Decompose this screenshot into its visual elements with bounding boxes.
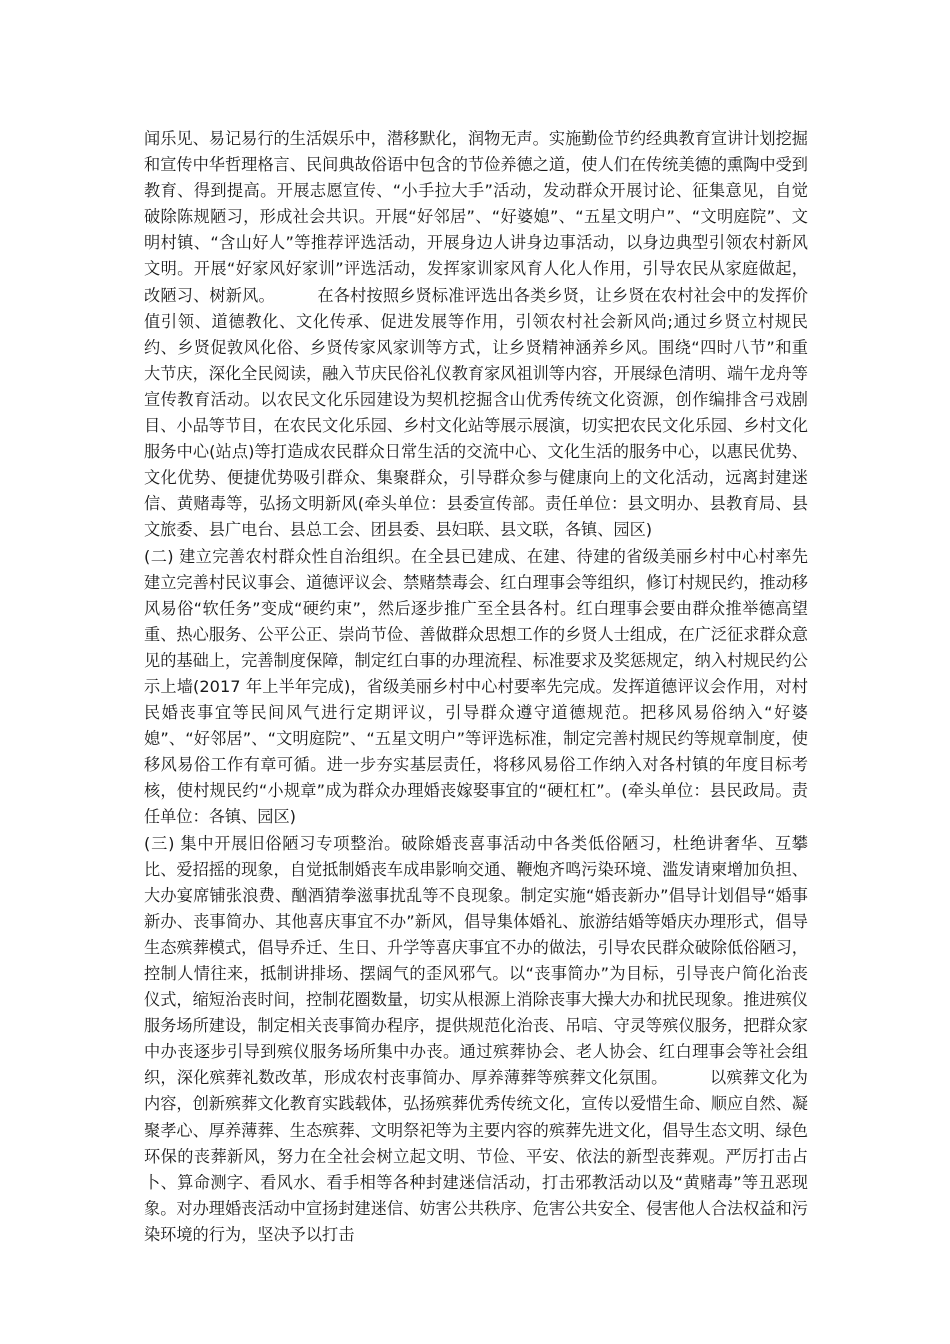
body-paragraph-1: 闻乐见、易记易行的生活娱乐中，潜移默化，润物无声。实施勤俭节约经典教育宣讲计划挖掘和宣传中华哲理格言、民间典故俗语中包含的节俭养德之道，使人们在传统美德的熏陶中受到教育、得到提高。开展志愿宣传、“小手拉大手”活动，发动群众开展讨论、征集意见，自觉破除陈规陋习，形成社会共识。开展“好邻居”、“好婆媳”、“五星文明户”、“文明庭院”、文明村镇、“含山好人”等推荐评选活动，开展身边人讲身边事活动，以身边典型引领农村新风文明。开展“好家风好家训”评选活动，发挥家训家风育人化人作用，引导农民从家庭做起，改陋习、树新风。 在各村按照乡贤标准评选出各类乡贤，让乡贤在农村社会中的发挥价值引领、道德教化、文化传承、促进发展等作用，引领农村社会新风尚;通过乡贤立村规民约、乡贤促敦风化俗、乡贤传家风家训等方式，让乡贤精神涵养乡风。围绕“四时八节”和重大节庆，深化全民阅读，融入节庆民俗礼仪教育家风祖训等内容，开展绿色清明、端午龙舟等宣传教育活动。以农民文化乐园建设为契机挖掘含山优秀传统文化资源，创作编排含弓戏剧目、小品等节目，在农民文化乐园、乡村文化站等展示展演，切实把农民文化乐园、乡村文化服务中心(站点)等打造成农民群众日常生活的交流中心、文化生活的服务中心，以惠民优势、文化优势、便捷优势吸引群众、集聚群众，引导群众参与健康向上的文化活动，远离封建迷信、黄赌毒等，弘扬文明新风(牵头单位：县委宣传部。责任单位：县文明办、县教育局、县文旅委、县广电台、县总工会、团县委、县妇联、县文联，各镇、园区) — [144, 129, 808, 540]
body-paragraph-3: (三) 集中开展旧俗陋习专项整治。破除婚丧喜事活动中各类低俗陋习，杜绝讲奢华、互攀比、爱招摇的现象，自觉抵制婚丧车成串影响交通、鞭炮齐鸣污染环境、滥发请柬增加负担、大办宴席铺张浪费、酗酒猜拳滋事扰乱等不良现象。制定实施“婚丧新办”倡导计划倡导“婚事新办、丧事简办、其他喜庆事宜不办”新风，倡导集体婚礼、旅游结婚等婚庆办理形式，倡导生态殡葬模式，倡导乔迁、生日、升学等喜庆事宜不办的做法，引导农民群众破除低俗陋习，控制人情往来，抵制讲排场、摆阔气的歪风邪气。以“丧事简办”为目标，引导丧户简化治丧仪式，缩短治丧时间，控制花圈数量，切实从根源上消除丧事大操大办和扰民现象。推进殡仪服务场所建设，制定相关丧事简办程序，提供规范化治丧、吊唁、守灵等殡仪服务，把群众家中办丧逐步引导到殡仪服务场所集中办丧。通过殡葬协会、老人协会、红白理事会等社会组织，深化殡葬礼数改革，形成农村丧事简办、厚养薄葬等殡葬文化氛围。 以殡葬文化为内容，创新殡葬文化教育实践载体，弘扬殡葬优秀传统文化，宣传以爱惜生命、顺应自然、凝聚孝心、厚养薄葬、生态殡葬、文明祭祀等为主要内容的殡葬先进文化，倡导生态文明、绿色环保的丧葬新风，努力在全社会树立起文明、节俭、平安、依法的新型丧葬观。严厉打击占卜、算命测字、看风水、看手相等各种封建迷信活动，打击邪教活动以及“黄赌毒”等丑恶现象。对办理婚丧活动中宣扬封建迷信、妨害公共秩序、危害公共安全、侵害他人合法权益和污染环境的行为，坚决予以打击 — [144, 833, 808, 1244]
document-body — [144, 126, 808, 1248]
body-paragraph-2: (二) 建立完善农村群众性自治组织。在全县已建成、在建、待建的省级美丽乡村中心村率先建立完善村民议事会、道德评议会、禁赌禁毒会、红白理事会等组织，修订村规民约，推动移风易俗“软任务”变成“硬约束”，然后逐步推广至全县各村。红白理事会要由群众推举德高望重、热心服务、公平公正、崇尚节俭、善做群众思想工作的乡贤人士组成，在广泛征求群众意见的基础上，完善制度保障，制定红白事的办理流程、标准要求及奖惩规定，纳入村规民约公示上墙(2017 年上半年完成)，省级美丽乡村中心村要率先完成。发挥道德评议会作用，对村民婚丧事宜等民间风气进行定期评议，引导群众遵守道德规范。把移风易俗纳入“好婆媳”、“好邻居”、“文明庭院”、“五星文明户”等评选标准，制定完善村规民约等规章制度，使移风易俗工作有章可循。进一步夯实基层责任，将移风易俗工作纳入对各村镇的年度目标考核，使村规民约“小规章”成为群众办理婚丧嫁娶事宜的“硬杠杠”。(牵头单位：县民政局。责任单位：各镇、园区) — [144, 546, 808, 827]
